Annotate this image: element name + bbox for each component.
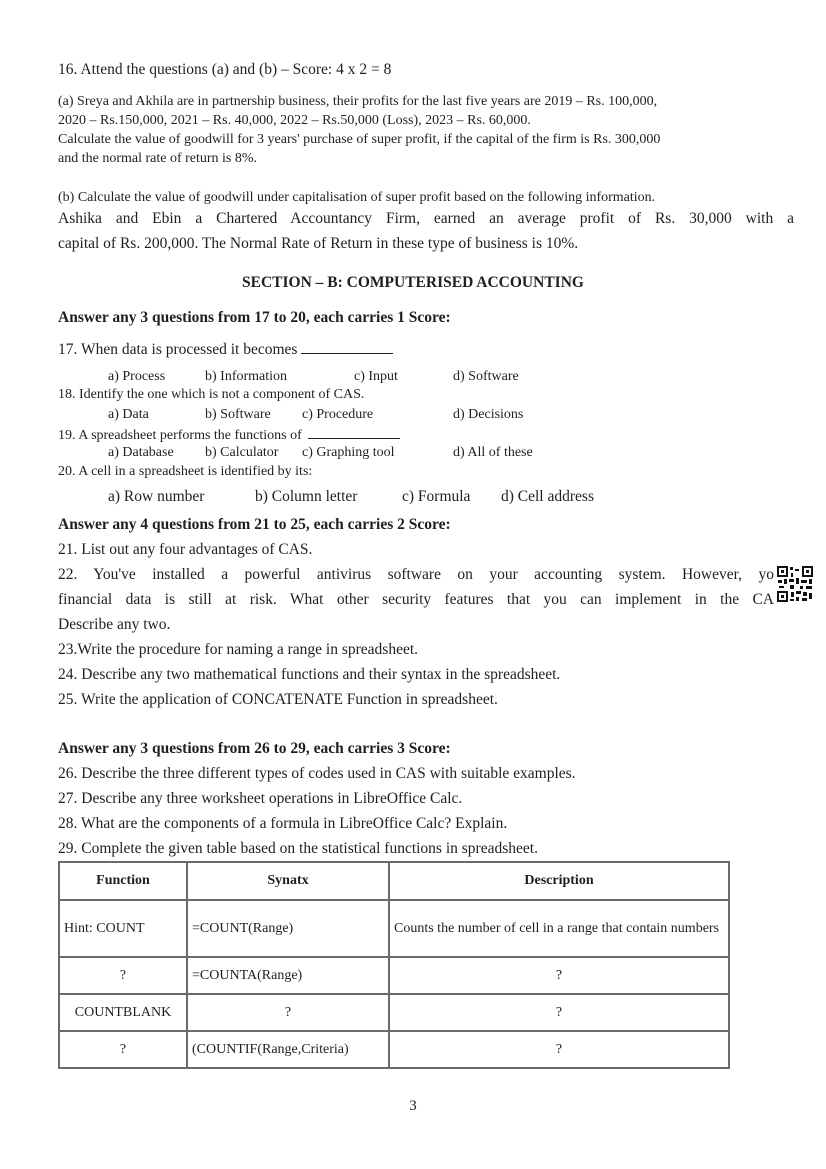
q19-option-a: a) Database xyxy=(108,445,174,460)
q16-header: 16. Attend the questions (a) and (b) – Score: 4 x 2 = 8 xyxy=(58,61,392,78)
table-row xyxy=(59,994,729,1031)
q16a-line: 2020 – Rs.150,000, 2021 – Rs. 40,000, 2022 – Rs.50,000 (Loss), 2023 – Rs. 60,000. xyxy=(58,113,531,128)
q16b-line: Ashika and Ebin a Chartered Accountancy Firm, earned an average profit of Rs. 30,000 with a xyxy=(58,210,794,227)
table-header-cell: Function xyxy=(59,862,187,900)
table-row xyxy=(59,957,729,994)
q18-option-b: b) Software xyxy=(205,407,271,422)
table-row xyxy=(59,1031,729,1068)
q20-option-a: a) Row number xyxy=(108,488,205,505)
answer-blank xyxy=(308,426,400,439)
statistical-functions-table xyxy=(58,861,730,1069)
table-cell: ? xyxy=(389,957,729,994)
table-cell: ? xyxy=(389,994,729,1031)
table-row xyxy=(59,900,729,957)
q19-option-d: d) All of these xyxy=(453,445,533,460)
q18-option-a: a) Data xyxy=(108,407,149,422)
table-cell: =COUNT(Range) xyxy=(187,900,389,957)
q17-option-a: a) Process xyxy=(108,369,166,384)
q20-option-c: c) Formula xyxy=(402,488,471,505)
q19-text: 19. A spreadsheet performs the functions of xyxy=(58,426,400,444)
part3-instruction: Answer any 3 questions from 26 to 29, each carries 3 Score: xyxy=(58,740,451,757)
table-cell: ? xyxy=(59,1031,187,1068)
answer-blank xyxy=(301,341,393,354)
q22-line: Describe any two. xyxy=(58,616,171,633)
table-cell: COUNTBLANK xyxy=(59,994,187,1031)
part1-instruction: Answer any 3 questions from 17 to 20, each carries 1 Score: xyxy=(58,309,451,326)
q28-text: 28. What are the components of a formula in LibreOffice Calc? Explain. xyxy=(58,815,508,832)
q26-text: 26. Describe the three different types of codes used in CAS with suitable examples. xyxy=(58,765,576,782)
q17-option-d: d) Software xyxy=(453,369,519,384)
table-cell: =COUNTA(Range) xyxy=(187,957,389,994)
q18-option-c: c) Procedure xyxy=(302,407,374,422)
section-b-title: SECTION – B: COMPUTERISED ACCOUNTING xyxy=(242,274,584,291)
q17-option-c: c) Input xyxy=(354,369,398,384)
q29-text: 29. Complete the given table based on the statistical functions in spreadsheet. xyxy=(58,840,538,857)
q16b-line: capital of Rs. 200,000. The Normal Rate of Return in these type of business is 10%. xyxy=(58,235,579,252)
table-cell: ? xyxy=(389,1031,729,1068)
table-cell: Counts the number of cell in a range that contain numbers xyxy=(389,900,729,957)
q16a-line: Calculate the value of goodwill for 3 years' purchase of super profit, if the capital of the firm is Rs. 300,000 xyxy=(58,132,661,147)
q22-line: financial data is still at risk. What other security features that you can implement in the CA xyxy=(58,591,774,608)
q23-text: 23.Write the procedure for naming a range in spreadsheet. xyxy=(58,641,419,658)
q21-text: 21. List out any four advantages of CAS. xyxy=(58,541,313,558)
q16a-line: (a) Sreya and Akhila are in partnership business, their profits for the last five years are 2019 – Rs. 100,000, xyxy=(58,94,658,109)
q24-text: 24. Describe any two mathematical functions and their syntax in the spreadsheet. xyxy=(58,666,561,683)
q17-text: 17. When data is processed it becomes xyxy=(58,341,393,359)
q18-option-d: d) Decisions xyxy=(453,407,524,422)
table-header-row xyxy=(59,862,729,900)
table-header-cell: Description xyxy=(389,862,729,900)
q20-option-d: d) Cell address xyxy=(501,488,594,505)
q16b-line: (b) Calculate the value of goodwill under capitalisation of super profit based on the following information. xyxy=(58,190,656,205)
q18-text: 18. Identify the one which is not a component of CAS. xyxy=(58,387,365,402)
q19-option-c: c) Graphing tool xyxy=(302,445,395,460)
q27-text: 27. Describe any three worksheet operations in LibreOffice Calc. xyxy=(58,790,463,807)
q20-text: 20. A cell in a spreadsheet is identified by its: xyxy=(58,464,313,479)
q16a-line: and the normal rate of return is 8%. xyxy=(58,151,258,166)
table-cell: ? xyxy=(59,957,187,994)
q17-option-b: b) Information xyxy=(205,369,288,384)
q20-option-b: b) Column letter xyxy=(255,488,358,505)
q22-line: 22. You've installed a powerful antivirus software on your accounting system. However, yo xyxy=(58,566,774,583)
table-cell: ? xyxy=(187,994,389,1031)
table-cell: (COUNTIF(Range,Criteria) xyxy=(187,1031,389,1068)
part2-instruction: Answer any 4 questions from 21 to 25, each carries 2 Score: xyxy=(58,516,451,533)
q19-option-b: b) Calculator xyxy=(205,445,279,460)
table-cell: Hint: COUNT xyxy=(59,900,187,957)
qr-code-icon xyxy=(776,565,814,603)
page-number: 3 xyxy=(409,1098,417,1114)
q25-text: 25. Write the application of CONCATENATE Function in spreadsheet. xyxy=(58,691,498,708)
table-header-cell: Synatx xyxy=(187,862,389,900)
